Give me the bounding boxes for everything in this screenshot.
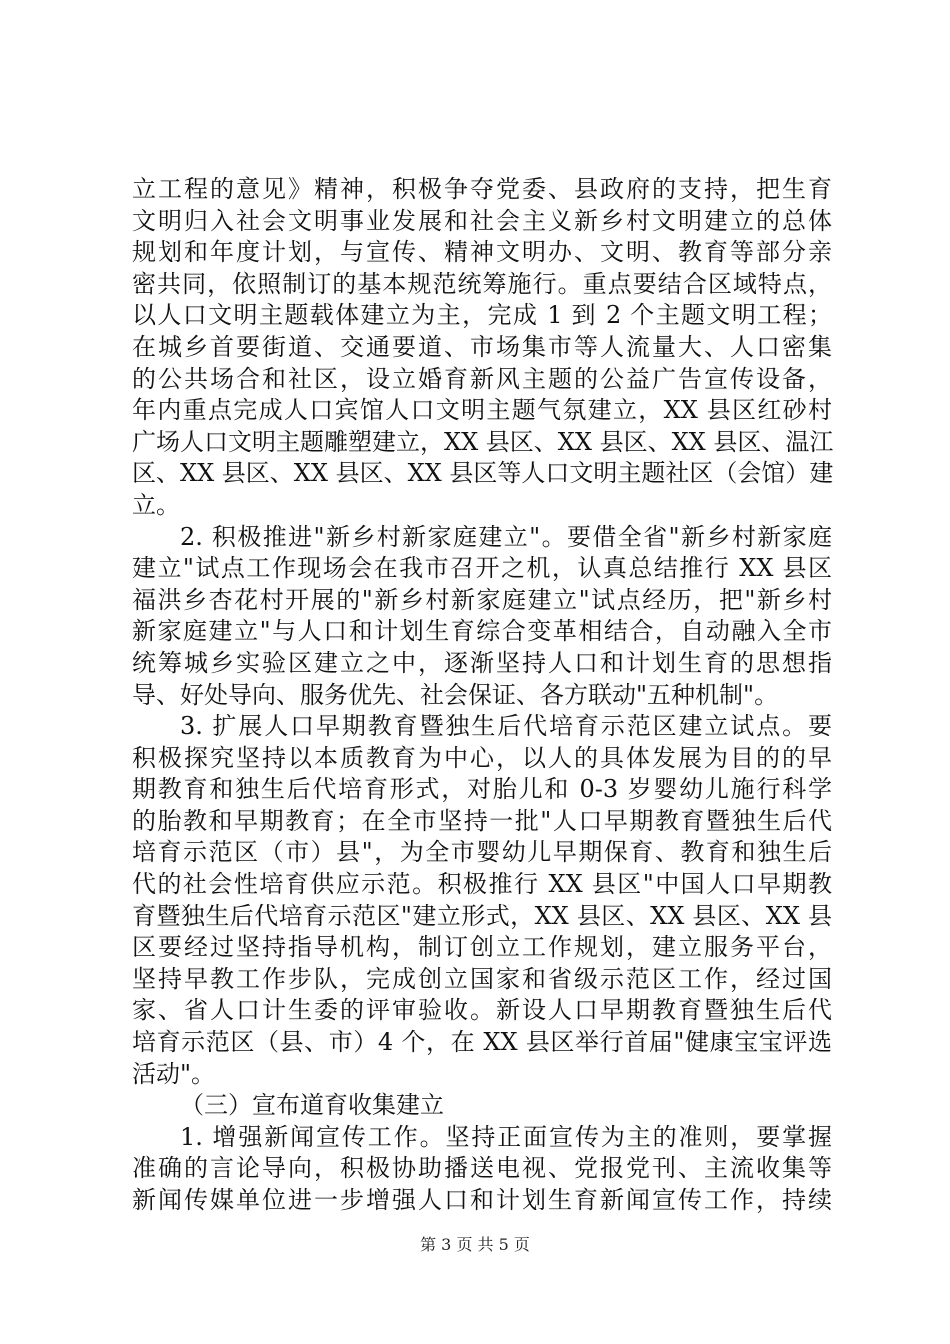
text-line: 家、省人口计生委的评审验收。新设人口早期教育暨独生后代 bbox=[132, 996, 832, 1025]
page-number-footer: 第 3 页 共 5 页 bbox=[420, 1235, 530, 1254]
text-line: 密共同，依照制订的基本规范统筹施行。重点要结合区域特点， bbox=[132, 269, 832, 298]
text-line: 的胎教和早期教育；在全市坚持一批"人口早期教育暨独生后代 bbox=[132, 806, 832, 835]
text-line: 立。 bbox=[132, 490, 180, 519]
text-line: 积极探究坚持以本质教育为中心，以人的具体发展为目的的早 bbox=[132, 743, 832, 772]
text-line: 规划和年度计划，与宣传、精神文明办、文明、教育等部分亲 bbox=[132, 238, 832, 267]
text-line: 文明归入社会文明事业发展和社会主义新乡村文明建立的总体 bbox=[132, 206, 832, 235]
text-line: 活动"。 bbox=[132, 1059, 216, 1088]
text-line: 年内重点完成人口宾馆人口文明主题气氛建立，XX 县区红砂村 bbox=[132, 396, 832, 425]
document-body bbox=[132, 174, 832, 1217]
text-line: 培育示范区（市）县"，为全市婴幼儿早期保育、教育和独生后 bbox=[132, 838, 832, 867]
text-line: 的公共场合和社区，设立婚育新风主题的公益广告宣传设备， bbox=[132, 364, 832, 393]
text-line: 导、好处导向、服务优先、社会保证、各方联动"五种机制"。 bbox=[132, 680, 779, 709]
text-line: 区、XX 县区、XX 县区、XX 县区等人口文明主题社区（会馆）建 bbox=[132, 459, 834, 488]
section-heading: （三）宣布道育收集建立 bbox=[180, 1091, 444, 1120]
text-line: 培育示范区（县、市）4 个，在 XX 县区举行首届"健康宝宝评选 bbox=[132, 1028, 832, 1057]
paragraph-first-line: 1. 增强新闻宣传工作。坚持正面宣传为主的准则，要掌握 bbox=[180, 1122, 832, 1151]
paragraph-first-line: 2. 积极推进"新乡村新家庭建立"。要借全省"新乡村新家庭 bbox=[180, 522, 832, 551]
text-line: 育暨独生后代培育示范区"建立形式，XX 县区、XX 县区、XX 县 bbox=[132, 901, 832, 930]
text-line: 坚持早教工作步队，完成创立国家和省级示范区工作，经过国 bbox=[132, 964, 832, 993]
text-line: 以人口文明主题载体建立为主，完成 1 到 2 个主题文明工程； bbox=[132, 301, 832, 330]
text-line: 准确的言论导向，积极协助播送电视、党报党刊、主流收集等 bbox=[132, 1154, 832, 1183]
text-line: 立工程的意见》精神，积极争夺党委、县政府的支持，把生育 bbox=[132, 175, 832, 203]
text-line: 广场人口文明主题雕塑建立，XX 县区、XX 县区、XX 县区、温江 bbox=[132, 427, 834, 456]
text-line: 新家庭建立"与人口和计划生育综合变革相结合，自动融入全市 bbox=[132, 617, 832, 646]
text-line: 代的社会性培育供应示范。积极推行 XX 县区"中国人口早期教 bbox=[132, 870, 832, 899]
text-line: 区要经过坚持指导机构，制订创立工作规划，建立服务平台， bbox=[132, 933, 832, 962]
text-line: 统筹城乡实验区建立之中，逐渐坚持人口和计划生育的思想指 bbox=[132, 648, 832, 677]
paragraph-first-line: 3. 扩展人口早期教育暨独生后代培育示范区建立试点。要 bbox=[180, 712, 832, 741]
text-line: 在城乡首要街道、交通要道、市场集市等人流量大、人口密集 bbox=[132, 332, 832, 361]
text-line: 建立"试点工作现场会在我市召开之机，认真总结推行 XX 县区 bbox=[132, 554, 832, 583]
text-line: 新闻传媒单位进一步增强人口和计划生育新闻宣传工作，持续 bbox=[132, 1186, 832, 1214]
text-line: 福洪乡杏花村开展的"新乡村新家庭建立"试点经历，把"新乡村 bbox=[132, 585, 832, 614]
text-line: 期教育和独生后代培育形式，对胎儿和 0-3 岁婴幼儿施行科学 bbox=[132, 775, 832, 804]
